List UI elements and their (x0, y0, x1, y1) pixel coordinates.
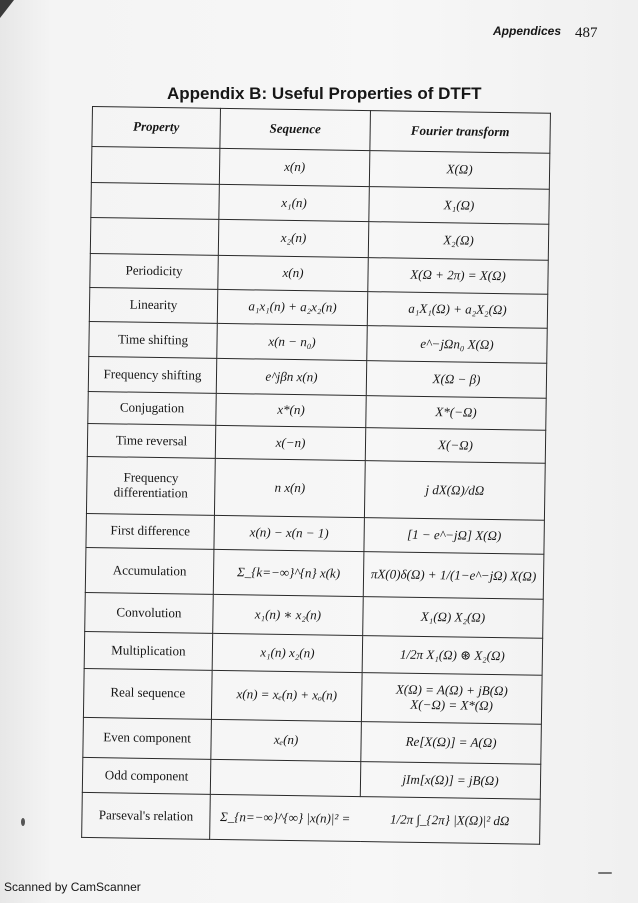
dtft-properties-table (81, 106, 551, 845)
scan-speck (21, 818, 25, 826)
sequence-cell: e^jβn x(n) (216, 358, 366, 395)
header-sequence: Sequence (220, 108, 371, 150)
dtft-properties-table-wrapper (81, 106, 550, 845)
page-number: 487 (575, 25, 598, 41)
sequence-cell (210, 760, 360, 797)
property-cell: Time reversal (87, 424, 215, 459)
sequence-cell: x(n) (219, 148, 370, 186)
transform-line-1: X(Ω) = A(Ω) + jB(Ω) (395, 681, 508, 699)
sequence-cell: x(n) − x(n − 1) (214, 515, 364, 552)
sequence-cell: a₁x₁(n) + a₂x₂(n) (217, 289, 367, 326)
property-cell: Real sequence (83, 668, 212, 719)
property-cell: Linearity (89, 287, 217, 324)
transform-cell: X(Ω) (369, 151, 550, 189)
property-cell: Odd component (82, 758, 210, 795)
table-header-row (92, 107, 551, 154)
transform-cell: [1 − e^−jΩ] X(Ω) (364, 517, 544, 554)
transform-cell: X(−Ω) (365, 428, 545, 463)
page-corner-shadow (0, 0, 14, 18)
transform-cell: jIm[x(Ω)] = jB(Ω) (360, 762, 540, 799)
property-cell: Time shifting (89, 322, 217, 359)
scanner-watermark: Scanned by CamScanner (4, 880, 141, 894)
table-row (83, 668, 542, 724)
property-cell: Conjugation (88, 391, 216, 426)
transform-cell: 1/2π X₁(Ω) ⊛ X₂(Ω) (362, 636, 543, 675)
sequence-cell: n x(n) (214, 458, 365, 517)
property-cell: Frequency differentiation (86, 456, 215, 515)
transform-cell: X₁(Ω) (369, 186, 550, 224)
sequence-cell: Σ_{n=−∞}^{∞} |x(n)|² = (210, 794, 361, 841)
transform-cell: 1/2π ∫_{2π} |X(Ω)|² dΩ (360, 797, 541, 845)
property-cell (91, 182, 220, 220)
transform-cell: Re[X(Ω)] = A(Ω) (361, 721, 542, 764)
header-property: Property (92, 107, 221, 149)
property-cell (91, 147, 220, 185)
table-row (85, 593, 544, 639)
transform-cell: X₂(Ω) (368, 222, 549, 260)
sequence-cell: x₁(n) (219, 184, 370, 222)
property-cell: Accumulation (85, 548, 214, 595)
property-cell: Periodicity (90, 253, 218, 289)
transform-cell: e^−jΩn₀ X(Ω) (367, 326, 547, 363)
header-transform: Fourier transform (370, 111, 551, 154)
sequence-cell: x(n) = xₑ(n) + xₒ(n) (211, 670, 362, 721)
property-cell: Convolution (85, 593, 214, 634)
sequence-cell: x₁(n) x₂(n) (212, 633, 363, 672)
transform-line-2: X(−Ω) = X*(Ω) (410, 696, 494, 713)
transform-cell: a₁X₁(Ω) + a₂X₂(Ω) (367, 291, 547, 328)
page-title: Appendix B: Useful Properties of DTFT (167, 84, 482, 103)
sequence-cell: x(−n) (215, 425, 365, 460)
table-row (82, 792, 541, 844)
property-cell: Multiplication (84, 631, 213, 670)
property-cell: Parseval's relation (82, 792, 211, 839)
sequence-cell: xₑ(n) (211, 719, 362, 762)
scan-speck (598, 872, 612, 874)
sequence-cell: Σ_{k=−∞}^{n} x(k) (213, 550, 364, 597)
property-cell: Frequency shifting (88, 356, 216, 393)
property-cell: Even component (83, 717, 212, 760)
property-cell (90, 218, 219, 256)
sequence-cell: x₂(n) (218, 220, 369, 258)
transform-cell (361, 672, 542, 724)
table-row (85, 548, 544, 600)
transform-cell: X*(−Ω) (366, 395, 546, 430)
transform-cell: X₁(Ω) X₂(Ω) (363, 597, 544, 638)
sequence-cell: x*(n) (216, 393, 366, 428)
transform-cell: X(Ω + 2π) = X(Ω) (368, 258, 548, 294)
sequence-cell: x₁(n) ∗ x₂(n) (213, 595, 364, 636)
sequence-cell: x(n − n₀) (217, 324, 367, 361)
transform-cell: j dX(Ω)/dΩ (364, 460, 545, 520)
sequence-cell: x(n) (218, 255, 368, 291)
property-cell: First difference (86, 513, 214, 550)
running-header: Appendices (493, 24, 562, 38)
transform-cell: X(Ω − β) (366, 360, 546, 397)
table-row (86, 456, 545, 520)
table-row (83, 717, 542, 765)
transform-cell: πX(0)δ(Ω) + 1/(1−e^−jΩ) X(Ω) (363, 552, 544, 599)
